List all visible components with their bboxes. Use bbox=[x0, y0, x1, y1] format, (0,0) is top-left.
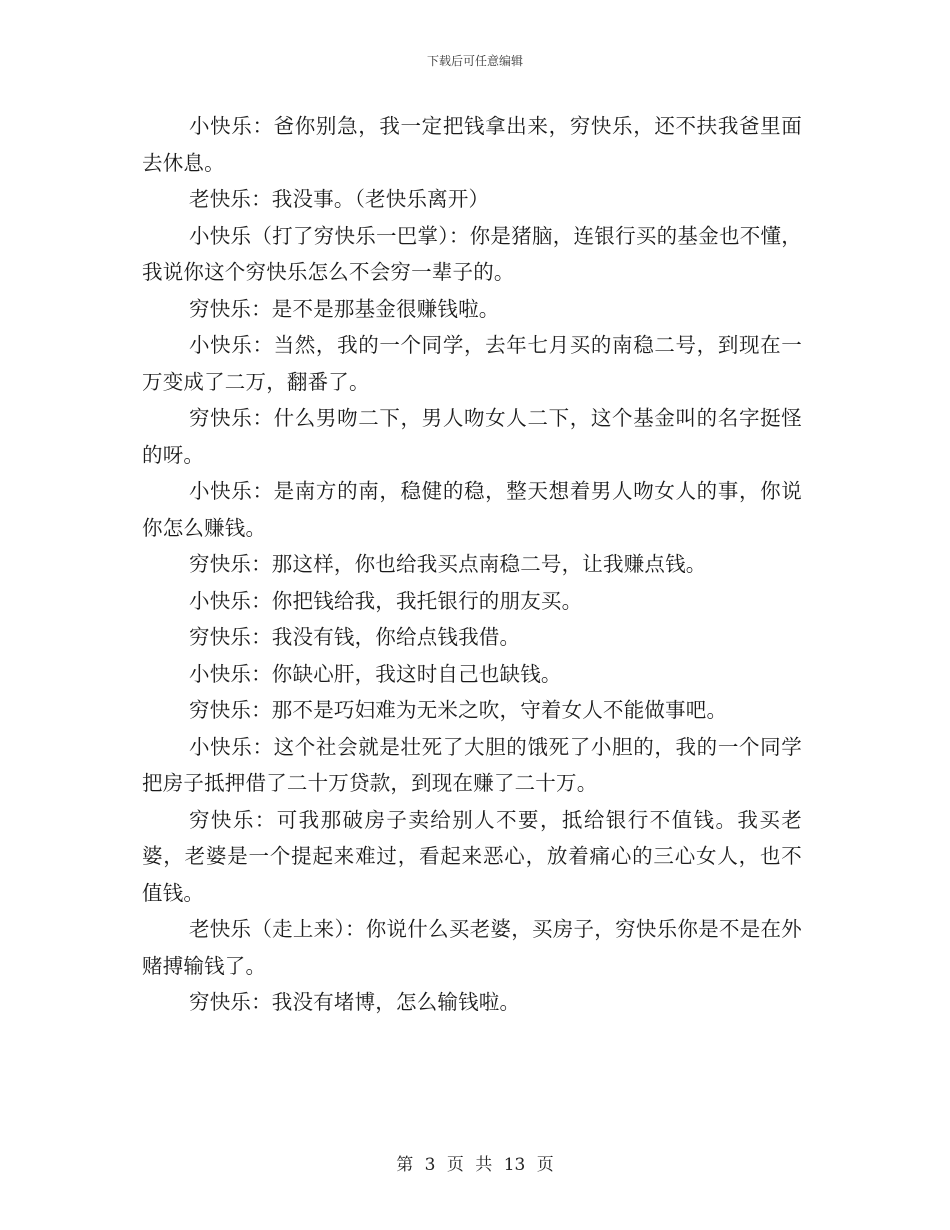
paragraph: 老快乐：我没事。（老快乐离开） bbox=[189, 187, 490, 211]
footer-total-word: 共 bbox=[475, 1155, 493, 1175]
page-header: 下载后可任意编辑 bbox=[426, 54, 523, 68]
paragraph: 穷快乐：是不是那基金很赚钱啦。 bbox=[189, 296, 500, 321]
paragraph: 小快乐：你把钱给我，我托银行的朋友买。 bbox=[189, 588, 583, 613]
paragraph: 小快乐：你缺心肝，我这时自己也缺钱。 bbox=[189, 661, 562, 686]
document-body bbox=[142, 108, 802, 1021]
paragraph: 小快乐：当然，我的一个同学，去年七月买的南稳二号，到现在一万变成了二万，翻番了。 bbox=[142, 333, 802, 394]
paragraph: 老快乐（走上来）：你说什么买老婆，买房子，穷快乐你是不是在外赌搏输钱了。 bbox=[142, 917, 802, 978]
total-page-count: 13 bbox=[503, 1155, 526, 1175]
paragraph: 穷快乐：什么男吻二下，男人吻女人二下，这个基金叫的名字挺怪的呀。 bbox=[142, 406, 802, 467]
page-number-footer bbox=[0, 1154, 950, 1176]
footer-prefix: 第 bbox=[396, 1155, 414, 1175]
paragraph: 穷快乐：我没有堵博，怎么输钱啦。 bbox=[189, 990, 521, 1014]
footer-page-word: 页 bbox=[446, 1155, 464, 1175]
paragraph: 小快乐：是南方的南，稳健的稳，整天想着男人吻女人的事，你说你怎么赚钱。 bbox=[142, 479, 802, 540]
current-page-number: 3 bbox=[424, 1155, 436, 1175]
paragraph: 穷快乐：那这样，你也给我买点南稳二号，让我赚点钱。 bbox=[189, 552, 707, 576]
paragraph: 穷快乐：那不是巧妇难为无米之吹，守着女人不能做事吧。 bbox=[189, 698, 728, 722]
paragraph: 穷快乐：我没有钱，你给点钱我借。 bbox=[189, 625, 521, 649]
footer-suffix: 页 bbox=[536, 1155, 554, 1175]
paragraph: 穷快乐：可我那破房子卖给别人不要，抵给银行不值钱。我买老婆，老婆是一个提起来难过，看起来恶心，放着痛心的三心女人，也不值钱。 bbox=[142, 807, 802, 905]
paragraph: 小快乐（打了穷快乐一巴掌）：你是猪脑，连银行买的基金也不懂，我说你这个穷快乐怎么不会穷一辈子的。 bbox=[142, 223, 802, 284]
paragraph: 小快乐：爸你别急，我一定把钱拿出来，穷快乐，还不扶我爸里面去休息。 bbox=[142, 114, 802, 175]
paragraph: 小快乐：这个社会就是壮死了大胆的饿死了小胆的，我的一个同学把房子抵押借了二十万贷款，到现在赚了二十万。 bbox=[142, 734, 802, 795]
